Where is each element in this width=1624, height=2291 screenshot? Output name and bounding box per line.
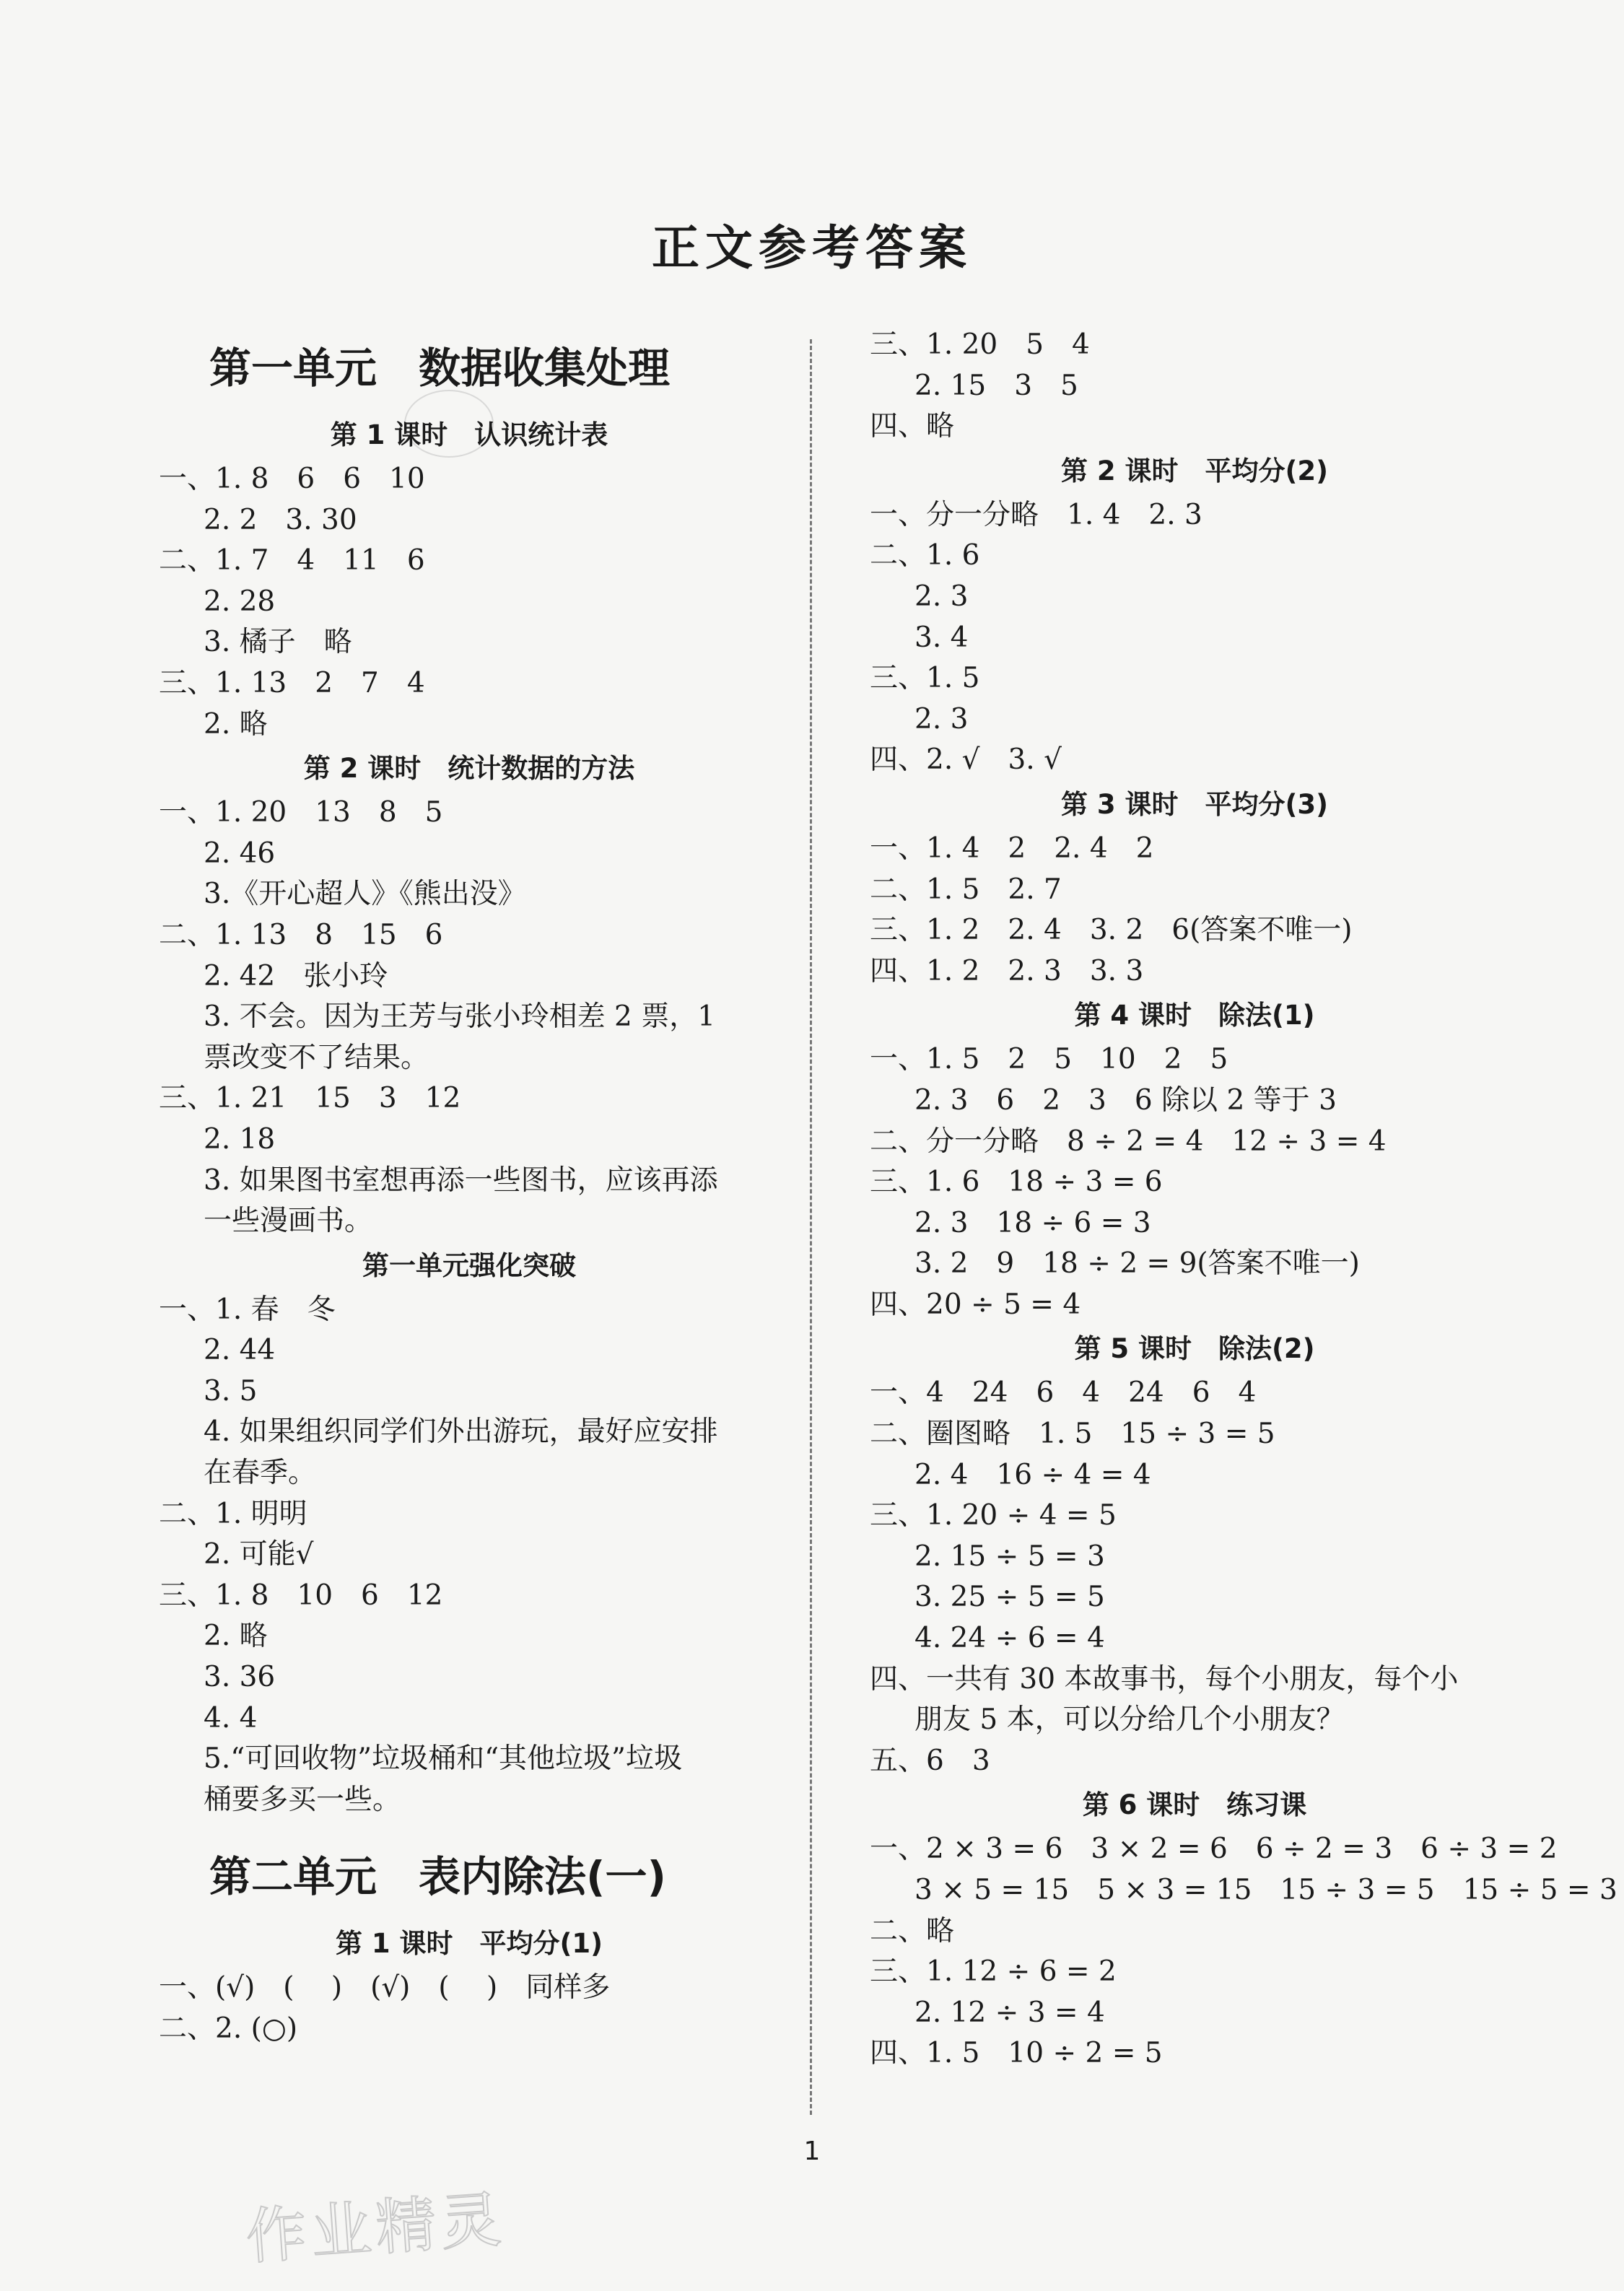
answer-line: 三、1. 13 2 7 4 [159,666,425,699]
answer-line: 一、(√) ( ) (√) ( ) 同样多 [159,1971,611,2004]
answer-line: 三、1. 21 15 3 12 [159,1082,461,1115]
watermark-text: 作业精灵 [243,2183,508,2273]
lesson-heading: 第 5 课时 除法(2) [1074,1333,1315,1365]
answer-line: 2. 3 [914,702,969,736]
answer-line: 三、1. 20 ÷ 4 = 5 [870,1499,1117,1532]
answer-line: 3. 25 ÷ 5 = 5 [914,1581,1105,1614]
answer-line: 2. 3 [914,580,969,613]
lesson-heading: 第 1 课时 认识统计表 [330,419,608,450]
answer-line: 2. 12 ÷ 3 = 4 [914,1996,1105,2029]
lesson-heading: 第 2 课时 平均分(2) [1060,455,1329,486]
lesson-heading: 第 4 课时 除法(1) [1074,1000,1315,1031]
answer-line: 二、1. 7 4 11 6 [159,544,425,577]
answer-line: 三、1. 6 18 ÷ 3 = 6 [870,1166,1163,1199]
answer-line: 二、分一分略 8 ÷ 2 = 4 12 ÷ 3 = 4 [870,1125,1387,1158]
page-number: 1 [803,2137,821,2166]
answer-line: 3. 不会。因为王芳与张小玲相差 2 票，1 [204,1000,716,1034]
answer-line: 2. 2 3. 30 [204,503,357,536]
answer-line: 3. 如果图书室想再添一些图书，应该再添 [204,1164,718,1197]
answer-line: 一、1. 4 2 2. 4 2 [870,832,1154,865]
answer-line: 票改变不了结果。 [204,1041,429,1074]
answer-line: 二、1. 明明 [159,1497,307,1530]
left-column [159,325,780,2050]
answer-line: 二、略 [870,1914,955,1947]
answer-line: 一、1. 5 2 5 10 2 5 [870,1043,1228,1076]
answer-line: 2. 略 [204,707,268,741]
answer-line: 2. 15 3 5 [914,369,1078,402]
answer-line: 三、1. 5 [870,662,980,695]
answer-line: 2. 46 [204,837,276,870]
lesson-heading: 第 1 课时 平均分(1) [335,1928,603,1960]
column-divider [810,339,812,2115]
answer-line: 四、一共有 30 本故事书，每个小朋友，每个小 [870,1662,1459,1696]
answer-line: 一、1. 8 6 6 10 [159,463,425,495]
answer-line: 一些漫画书。 [204,1205,373,1238]
lesson-heading: 第 2 课时 统计数据的方法 [303,753,635,785]
answer-line: 三、1. 12 ÷ 6 = 2 [870,1955,1117,1989]
answer-line: 4. 4 [204,1701,258,1734]
answer-line: 二、圈图略 1. 5 15 ÷ 3 = 5 [870,1418,1275,1451]
answer-line: 一、1. 春 冬 [159,1293,336,1326]
lesson-heading: 第 3 课时 平均分(3) [1060,788,1329,820]
answer-line: 5.“可回收物”垃圾桶和“其他垃圾”垃圾 [204,1742,682,1776]
answer-line: 五、6 3 [870,1744,990,1777]
answer-line: 朋友 5 本，可以分给几个小朋友？ [914,1703,1345,1737]
answer-line: 2. 42 张小玲 [204,959,388,992]
answer-line: 四、1. 5 10 ÷ 2 = 5 [870,2037,1163,2070]
answer-line: 二、1. 6 [870,539,980,572]
answer-line: 3. 5 [204,1374,258,1408]
unit-heading: 第二单元 表内除法(一) [209,1852,667,1902]
lesson-heading: 第 6 课时 练习课 [1082,1789,1307,1821]
unit-heading: 第一单元 数据收集处理 [209,344,671,393]
answer-line: 四、20 ÷ 5 = 4 [870,1288,1081,1321]
answer-line: 二、1. 5 2. 7 [870,873,1062,906]
answer-line: 三、1. 2 2. 4 3. 2 6(答案不唯一) [870,914,1353,947]
answer-line: 4. 如果组织同学们外出游玩，最好应安排 [204,1415,718,1449]
answer-line: 一、4 24 6 4 24 6 4 [870,1376,1257,1410]
answer-line: 2. 18 [204,1122,276,1156]
answer-line: 2. 15 ÷ 5 = 3 [914,1540,1105,1573]
answer-line: 一、1. 20 13 8 5 [159,796,443,829]
answer-line: 3. 4 [914,621,969,654]
answer-line: 2. 44 [204,1334,276,1367]
answer-line: 3. 橘子 略 [204,626,352,659]
answer-line: 一、2 × 3 = 6 3 × 2 = 6 6 ÷ 2 = 3 6 ÷ 3 = 2 [870,1833,1558,1866]
answer-line: 2. 3 18 ÷ 6 = 3 [914,1206,1151,1239]
answer-line: 2. 3 6 2 3 6 除以 2 等于 3 [914,1083,1337,1117]
answer-line: 2. 28 [204,585,276,618]
answer-line: 一、分一分略 1. 4 2. 3 [870,498,1202,531]
right-column [870,325,1618,2074]
spacer [159,1820,780,1833]
answer-line: 3. 2 9 18 ÷ 2 = 9(答案不唯一) [914,1247,1360,1280]
answer-line: 3. 36 [204,1661,276,1694]
answer-line: 4. 24 ÷ 6 = 4 [914,1622,1105,1655]
answer-line: 2. 略 [204,1620,268,1653]
page-title: 正文参考答案 [652,220,972,276]
answer-line: 二、2. (○) [159,2012,298,2045]
answer-line: 3 × 5 = 15 5 × 3 = 15 15 ÷ 3 = 5 15 ÷ 5 = 3 [914,1874,1618,1906]
answer-line: 三、1. 8 10 6 12 [159,1579,443,1612]
lesson-heading: 第一单元强化突破 [362,1249,576,1281]
answer-line: 2. 可能√ [204,1538,314,1571]
answer-line: 四、略 [870,410,955,443]
answer-line: 2. 4 16 ÷ 4 = 4 [914,1458,1151,1491]
answer-line: 四、2. √ 3. √ [870,743,1062,777]
answer-line: 四、1. 2 2. 3 3. 3 [870,954,1144,987]
answer-line: 在春季。 [204,1457,317,1490]
answer-line: 桶要多买一些。 [204,1783,401,1816]
answer-line: 三、1. 20 5 4 [870,328,1090,361]
answer-line: 3.《开心超人》《熊出没》 [204,878,526,911]
answer-line: 二、1. 13 8 15 6 [159,918,443,951]
